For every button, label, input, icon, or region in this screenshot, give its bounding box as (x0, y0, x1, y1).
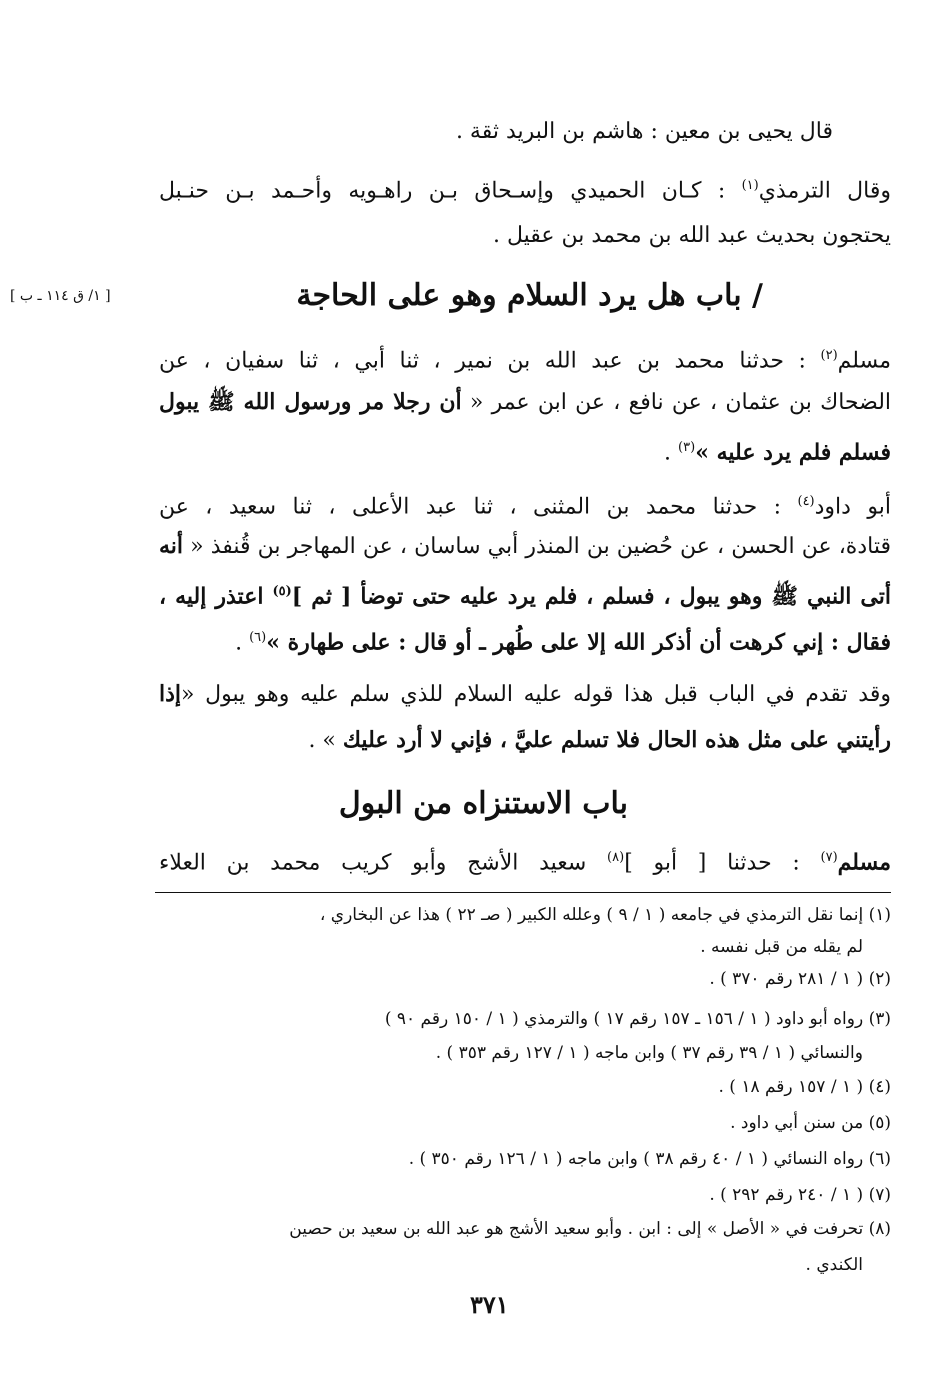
text-span: : حدثنا محمد بن المثنى ، ثنا عبد الأعلى ، ثنا سعيد ، عن (159, 494, 798, 520)
text-line-1 (456, 112, 833, 152)
hadith-text: إذا (159, 681, 182, 707)
hadith-text: أنه (159, 533, 184, 559)
text-line-2 (159, 166, 891, 211)
text-span: » . (308, 728, 343, 753)
section-heading-2 (339, 780, 628, 828)
footnote-text: (٥) من سنن أبي داود . (730, 1113, 891, 1133)
footnote-ref: (٣) (678, 440, 696, 455)
hadith-text: فقال : إني كرهت أن أذكر الله إلا على طُهر ـ أو قال : على طهارة » (266, 629, 891, 656)
section-heading-1 (296, 272, 763, 320)
hadith-text: أتى النبي ﷺ وهو يبول ، فسلم ، فلم يرد عليه حتى توضأ [ ثم ] (291, 583, 891, 610)
text-span: وقال الترمذي (758, 178, 891, 204)
text-span: مسلم (837, 348, 891, 374)
text-line-3 (493, 216, 891, 256)
footnote-5 (730, 1108, 891, 1138)
hadith-text: أن رجلا مر ورسول الله ﷺ يبول (159, 389, 462, 415)
text-span: : حدثنا محمد بن عبد الله بن نمير ، ثنا أبي ، ثنا سفيان ، عن (159, 348, 821, 374)
footnote-text: (١) إنما نقل الترمذي في جامعه ( ١ / ٩ ) وعلله الكبير ( صـ ٢٢ ) هذا عن البخاري ، (319, 905, 891, 925)
footnote-ref: (٦) (249, 630, 267, 645)
footnote-ref: (٧) (820, 850, 838, 865)
text-line-6 (664, 428, 891, 473)
footnote-text: (٧) ( ١ / ٢٤٠ رقم ٢٩٢ ) . (709, 1185, 891, 1205)
footnote-text: (٦) رواه النسائي ( ١ / ٤٠ رقم ٣٨ ) وابن ماجه ( ١ / ١٢٦ رقم ٣٥٠ ) . (408, 1149, 891, 1169)
footnote-separator (155, 892, 891, 893)
text-span: قتادة، عن الحسن ، عن حُضين بن المنذر أبي ساسان ، عن المهاجر بن قُنفذ « (183, 534, 891, 559)
footnote-text: (٤) ( ١ / ١٥٧ رقم ١٨ ) . (718, 1077, 891, 1097)
text-span: مسلم (837, 849, 891, 876)
footnote-ref: (٨) (607, 850, 625, 865)
footnote-8-cont (806, 1250, 863, 1280)
text-span: وقد تقدم في الباب قبل هذا قوله عليه السلام للذي سلم عليه وهو يبول « (181, 682, 891, 707)
margin-manuscript-ref (10, 286, 111, 306)
footnote-3-cont (436, 1038, 863, 1068)
footnote-7 (709, 1180, 891, 1210)
text-span: قال يحيى بن معين : هاشم بن البريد ثقة . (455, 119, 833, 144)
footnote-text: والنسائي ( ١ / ٣٩ رقم ٣٧ ) وابن ماجه ( ١ / ١٢٧ رقم ٣٥٣ ) . (435, 1043, 863, 1063)
margin-text: [ ١/ ق ١١٤ ـ ب ] (10, 288, 111, 304)
text-span: أبو داود (814, 494, 891, 520)
text-line-4 (159, 336, 891, 381)
text-line-9 (159, 572, 891, 616)
text-span: : حدثنا [ أبو ] (624, 850, 821, 876)
footnote-ref: (٤) (797, 494, 815, 509)
page-number-text: ٣٧١ (470, 1290, 509, 1319)
text-span: يحتجون بحديث عبد الله بن محمد بن عقيل . (493, 223, 891, 248)
footnote-1 (320, 900, 891, 930)
footnote-text: (٣) رواه أبو داود ( ١ / ١٥٦ ـ ١٥٧ رقم ١٧ ) والترمذي ( ١ / ١٥٠ رقم ٩٠ ) (384, 1009, 891, 1029)
text-line-10 (235, 618, 891, 663)
footnote-8 (289, 1214, 891, 1244)
page-number (470, 1290, 509, 1319)
footnote-2 (709, 964, 891, 994)
heading-text: / باب هل يرد السلام وهو على الحاجة (296, 278, 763, 313)
heading-text: باب الاستنزاه من البول (338, 786, 628, 821)
hadith-text: فسلم فلم يرد عليه » (695, 439, 891, 466)
footnote-text: (٢) ( ١ / ٢٨١ رقم ٣٧٠ ) . (709, 969, 891, 989)
footnote-ref: (٢) (820, 348, 838, 363)
footnote-3 (385, 1004, 891, 1034)
text-line-12 (308, 720, 891, 761)
text-line-5 (159, 382, 891, 423)
text-line-7 (159, 482, 891, 527)
text-span: . (235, 630, 250, 656)
text-span: الضحاك بن عثمان ، عن نافع ، عن ابن عمر « (461, 390, 892, 415)
footnote-ref: (٥) (272, 584, 292, 599)
text-line-8 (159, 526, 891, 567)
text-span: سعيد الأشج وأبو كريب محمد بن العلاء (159, 850, 608, 876)
footnote-text: لم يقله من قبل نفسه . (700, 937, 863, 957)
text-line-11 (159, 674, 891, 715)
footnote-text: (٨) تحرفت في « الأصل » إلى : ابن . وأبو سعيد الأشج هو عبد الله بن سعيد بن حصين (289, 1219, 891, 1239)
hadith-text: اعتذر إليه ، (159, 583, 273, 610)
footnote-ref: (١) (741, 178, 759, 193)
text-span: : كـان الحميدي وإسـحاق بـن راهـويه وأحـمد بـن حنـبل (159, 178, 742, 204)
text-span: . (664, 440, 679, 466)
footnote-6 (409, 1144, 891, 1174)
hadith-text: رأيتني على مثل هذه الحال فلا تسلم عليَّ ، فإني لا أرد عليك (342, 727, 891, 753)
footnote-4 (718, 1072, 891, 1102)
text-line-13 (159, 838, 891, 883)
footnote-text: الكندي . (805, 1255, 863, 1275)
footnote-1-cont (700, 932, 863, 962)
